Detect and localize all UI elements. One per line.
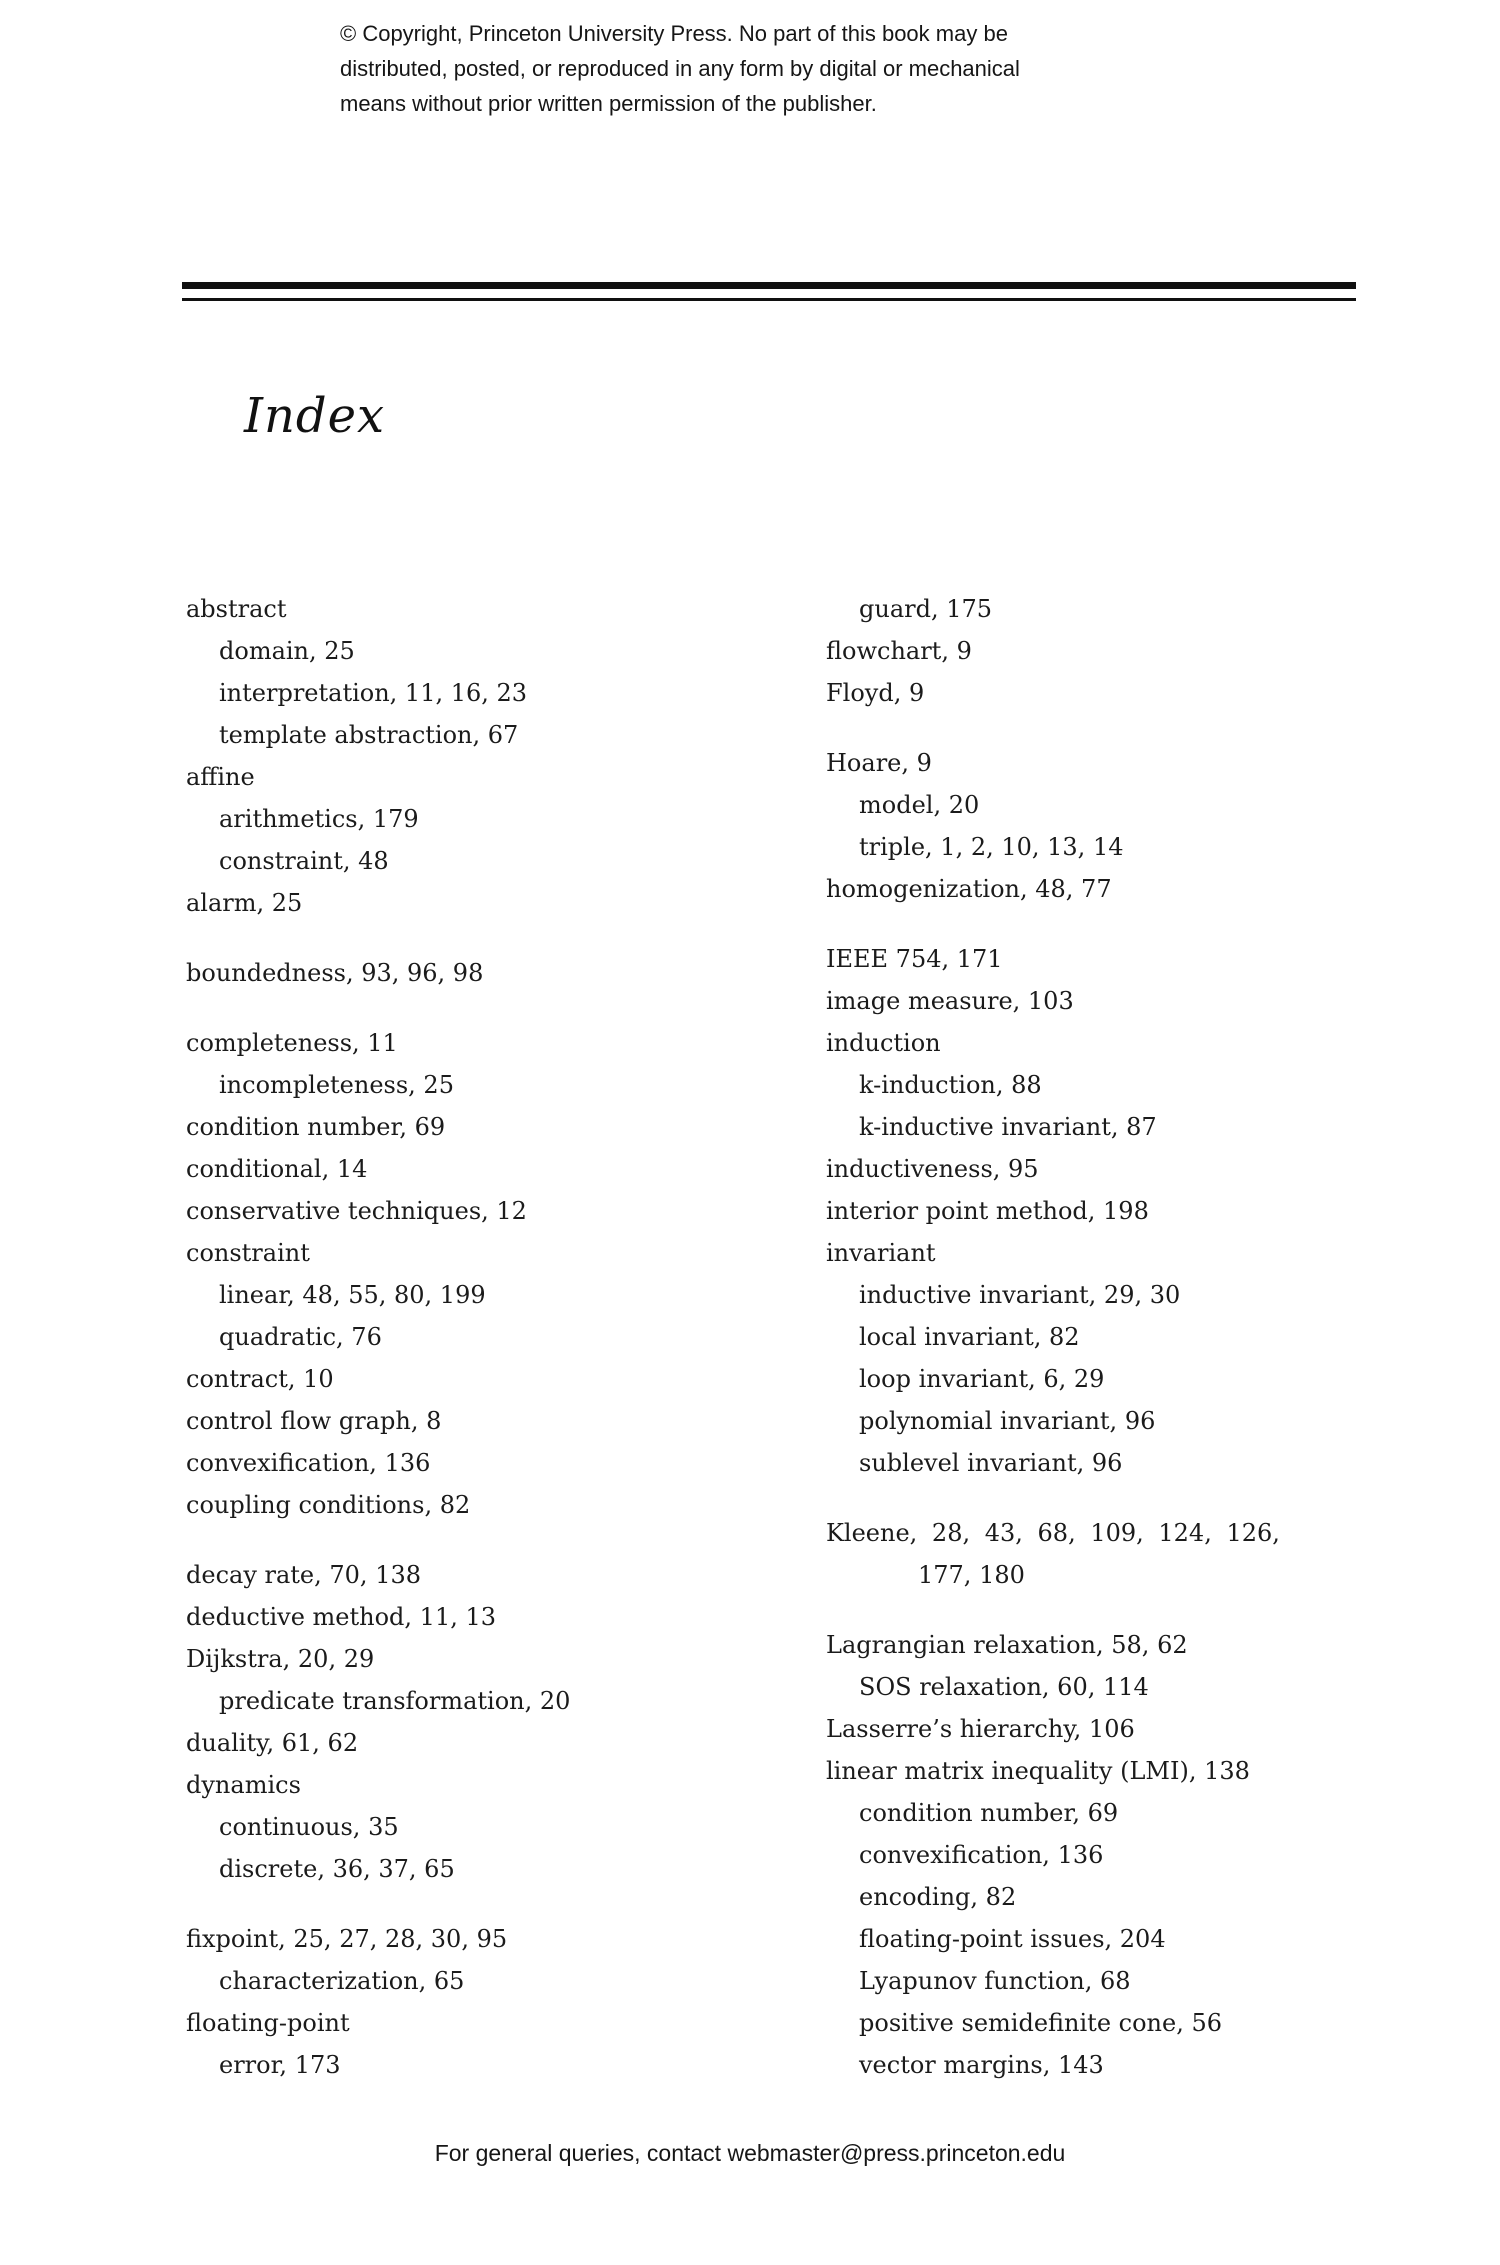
copyright-line: means without prior written permission of the publisher. — [340, 91, 877, 116]
index-entry: constraint, 48 — [219, 847, 389, 875]
index-entry: homogenization, 48, 77 — [826, 875, 1112, 903]
index-entry: characterization, 65 — [219, 1967, 465, 1995]
index-entry: control flow graph, 8 — [186, 1407, 442, 1435]
index-entry: constraint — [186, 1239, 310, 1267]
index-entry: abstract — [186, 595, 287, 623]
footer-contact: For general queries, contact webmaster@press.princeton.edu — [434, 2140, 1066, 2166]
divider-rule-thin — [182, 298, 1356, 301]
page-title: Index — [244, 388, 386, 444]
index-entry: condition number, 69 — [859, 1799, 1119, 1827]
index-entry: continuous, 35 — [219, 1813, 399, 1841]
index-entry: loop invariant, 6, 29 — [859, 1365, 1105, 1393]
index-entry: Lasserre’s hierarchy, 106 — [826, 1715, 1135, 1743]
index-entry: linear matrix inequality (LMI), 138 — [826, 1757, 1250, 1785]
index-entry: sublevel invariant, 96 — [859, 1449, 1123, 1477]
index-entry: error, 173 — [219, 2051, 341, 2079]
index-entry: contract, 10 — [186, 1365, 334, 1393]
index-entry: SOS relaxation, 60, 114 — [859, 1673, 1149, 1701]
index-entry: fixpoint, 25, 27, 28, 30, 95 — [186, 1925, 508, 1953]
index-entry: alarm, 25 — [186, 889, 303, 917]
index-entry: completeness, 11 — [186, 1029, 398, 1057]
index-entry: model, 20 — [859, 791, 980, 819]
index-entry: domain, 25 — [219, 637, 355, 665]
index-entry: polynomial invariant, 96 — [859, 1407, 1156, 1435]
index-entry: Dijkstra, 20, 29 — [186, 1645, 375, 1673]
index-column-right — [826, 588, 1416, 2086]
index-entry: interior point method, 198 — [826, 1197, 1149, 1225]
index-entry: interpretation, 11, 16, 23 — [219, 679, 528, 707]
index-entry: flowchart, 9 — [826, 637, 972, 665]
index-entry: image measure, 103 — [826, 987, 1074, 1015]
index-entry: conservative techniques, 12 — [186, 1197, 527, 1225]
index-entry: predicate transformation, 20 — [219, 1687, 571, 1715]
index-entry: decay rate, 70, 138 — [186, 1561, 421, 1589]
index-entry: convexification, 136 — [186, 1449, 431, 1477]
index-entry: invariant — [826, 1239, 936, 1267]
index-entry: duality, 61, 62 — [186, 1729, 359, 1757]
index-entry: inductive invariant, 29, 30 — [859, 1281, 1181, 1309]
index-entry: deductive method, 11, 13 — [186, 1603, 497, 1631]
index-entry: incompleteness, 25 — [219, 1071, 454, 1099]
index-entry: quadratic, 76 — [219, 1323, 382, 1351]
index-entry: local invariant, 82 — [859, 1323, 1080, 1351]
index-entry: Hoare, 9 — [826, 749, 932, 777]
index-entry: inductiveness, 95 — [826, 1155, 1039, 1183]
index-entry: arithmetics, 179 — [219, 805, 419, 833]
index-entry: triple, 1, 2, 10, 13, 14 — [859, 833, 1124, 861]
index-entry: boundedness, 93, 96, 98 — [186, 959, 484, 987]
copyright-line: distributed, posted, or reproduced in any form by digital or mechanical — [340, 56, 1020, 81]
section-divider — [182, 282, 1356, 301]
index-entry: positive semidefinite cone, 56 — [859, 2009, 1222, 2037]
index-entry: guard, 175 — [859, 595, 993, 623]
index-entry: discrete, 36, 37, 65 — [219, 1855, 455, 1883]
index-columns — [186, 588, 1416, 2086]
index-entry: Kleene, 28, 43, 68, 109, 124, 126, — [826, 1519, 1280, 1547]
index-entry: k-inductive invariant, 87 — [859, 1113, 1157, 1141]
index-entry: Floyd, 9 — [826, 679, 925, 707]
index-entry: floating-point issues, 204 — [859, 1925, 1166, 1953]
index-column-left — [186, 588, 826, 2086]
copyright-notice — [340, 16, 1020, 121]
index-entry: encoding, 82 — [859, 1883, 1017, 1911]
index-entry: linear, 48, 55, 80, 199 — [219, 1281, 486, 1309]
index-entry: affine — [186, 763, 255, 791]
divider-rule-thick — [182, 282, 1356, 289]
index-entry: IEEE 754, 171 — [826, 945, 1003, 973]
index-entry: template abstraction, 67 — [219, 721, 519, 749]
index-entry: Lyapunov function, 68 — [859, 1967, 1131, 1995]
index-entry: Lagrangian relaxation, 58, 62 — [826, 1631, 1188, 1659]
index-entry: induction — [826, 1029, 941, 1057]
copyright-line: © Copyright, Princeton University Press. No part of this book may be — [340, 21, 1008, 46]
index-entry: vector margins, 143 — [859, 2051, 1104, 2079]
index-entry: coupling conditions, 82 — [186, 1491, 471, 1519]
index-entry: floating-point — [186, 2009, 350, 2037]
index-entry: 177, 180 — [918, 1561, 1025, 1589]
index-entry: convexification, 136 — [859, 1841, 1104, 1869]
index-entry: dynamics — [186, 1771, 301, 1799]
index-entry: conditional, 14 — [186, 1155, 368, 1183]
index-entry: condition number, 69 — [186, 1113, 446, 1141]
index-entry: k-induction, 88 — [859, 1071, 1042, 1099]
